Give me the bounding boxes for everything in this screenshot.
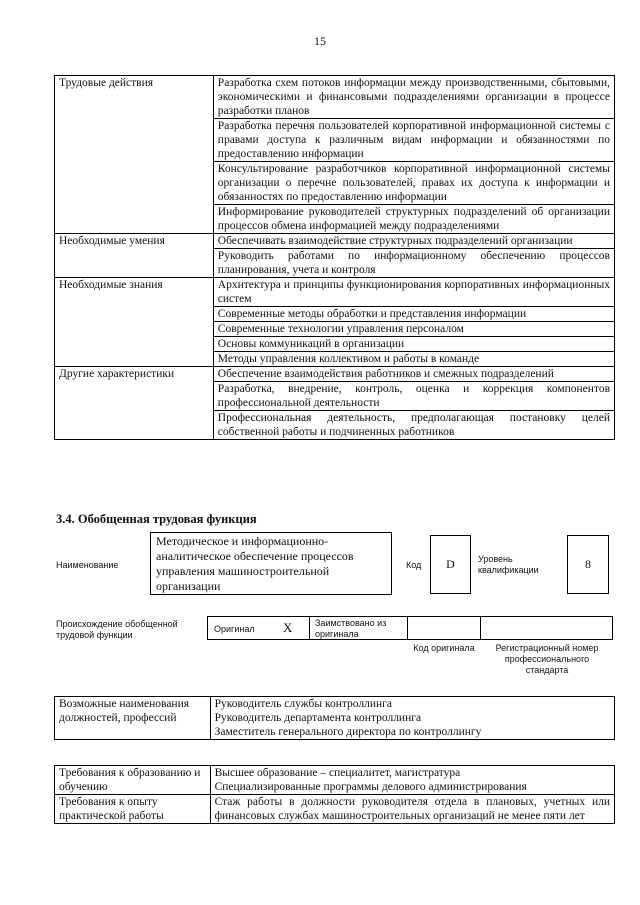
table-cell: Основы коммуникаций в организации [213, 337, 614, 352]
row-label: Требования к образованию и обучению [55, 766, 211, 795]
requirements-table [54, 765, 615, 824]
table-row [55, 795, 615, 824]
table-cell: Разработка, внедрение, контроль, оценка и коррекция компонентов профессиональной деятельности [213, 382, 614, 411]
level-box [567, 535, 609, 594]
row-label: Трудовые действия [55, 76, 214, 234]
code-value: D [446, 557, 455, 571]
requirement-item: Специализированные программы делового администрирования [214, 781, 527, 793]
original-label: Оригинал [214, 624, 255, 634]
table-cell: Консультирование разработчиков корпоративной информационной системы организации о перечне пользователей, правах их доступа к информации и обязанностях по предоставлению информации [213, 162, 614, 205]
table-cell: Методы управления коллективом и работы в команде [213, 352, 614, 367]
name-label: Наименование [56, 560, 119, 570]
row-label: Необходимые умения [55, 234, 214, 278]
origin-code-box [408, 616, 480, 640]
table-cell [210, 766, 614, 795]
table-row [55, 766, 615, 795]
labor-functions-table [54, 75, 615, 440]
table-cell: Обеспечивать взаимодействие структурных подразделений организации [213, 234, 614, 249]
origin-label: Происхождение обобщенной трудовой функции [56, 619, 178, 640]
position-item: Руководитель департамента контроллинга [214, 712, 422, 724]
table-row [55, 278, 615, 307]
function-name-value: Методическое и информационно-аналитическое обеспечение процессов управления машиностроительной организации [156, 534, 354, 593]
level-value: 8 [585, 557, 591, 571]
reg-caption: Регистрационный номер профессионального стандарта [495, 643, 599, 675]
table-row [55, 76, 615, 119]
table-row [55, 697, 615, 740]
code-caption: Код оригинала [413, 643, 475, 653]
row-label: Возможные наименования должностей, профессий [55, 697, 211, 740]
table-cell: Обеспечение взаимодействия работников и смежных подразделений [213, 367, 614, 382]
page-number: 15 [314, 34, 326, 48]
table-cell: Разработка перечня пользователей корпоративной информационной системы с правами доступа к различным видам информации и обязанностями по предоставлению информации [213, 119, 614, 162]
requirement-item: Высшее образование – специалитет, магистратура [214, 767, 461, 779]
table-cell: Разработка схем потоков информации между производственными, сбытовыми, экономическими и финансовыми подразделениями организации в процессе разработки планов [213, 76, 614, 119]
table-row [55, 234, 615, 249]
function-name-box [150, 532, 392, 595]
code-label: Код [406, 560, 422, 570]
code-box [430, 535, 471, 594]
position-item: Руководитель службы контроллинга [214, 698, 392, 710]
position-item: Заместитель генерального директора по контроллингу [214, 726, 482, 738]
table-cell: Современные методы обработки и представления информации [213, 307, 614, 322]
row-label: Другие характеристики [55, 367, 214, 440]
original-mark: X [283, 620, 293, 635]
table-cell [210, 697, 614, 740]
table-row [55, 367, 615, 382]
origin-reg-box [480, 616, 613, 640]
level-label: Уровень квалификации [478, 554, 539, 575]
section-heading: 3.4. Обобщенная трудовая функция [56, 512, 257, 526]
table-cell: Руководить работами по информационному обеспечению процессов планирования, учета и контроля [213, 249, 614, 278]
table-cell: Современные технологии управления персоналом [213, 322, 614, 337]
table-cell: Стаж работы в должности руководителя отдела в плановых, учетных или финансовых службах машиностроительных организаций не менее пяти лет [210, 795, 614, 824]
row-label: Требования к опыту практической работы [55, 795, 211, 824]
table-cell: Архитектура и принципы функционирования корпоративных информационных систем [213, 278, 614, 307]
row-label: Необходимые знания [55, 278, 214, 367]
table-cell: Профессиональная деятельность, предполагающая постановку целей собственной работы и подчиненных работников [213, 411, 614, 440]
borrowed-label: Заимствовано из оригинала [315, 618, 387, 639]
positions-table [54, 696, 615, 740]
table-cell: Информирование руководителей структурных подразделений об организации процессов обмена информацией между подразделениями [213, 205, 614, 234]
